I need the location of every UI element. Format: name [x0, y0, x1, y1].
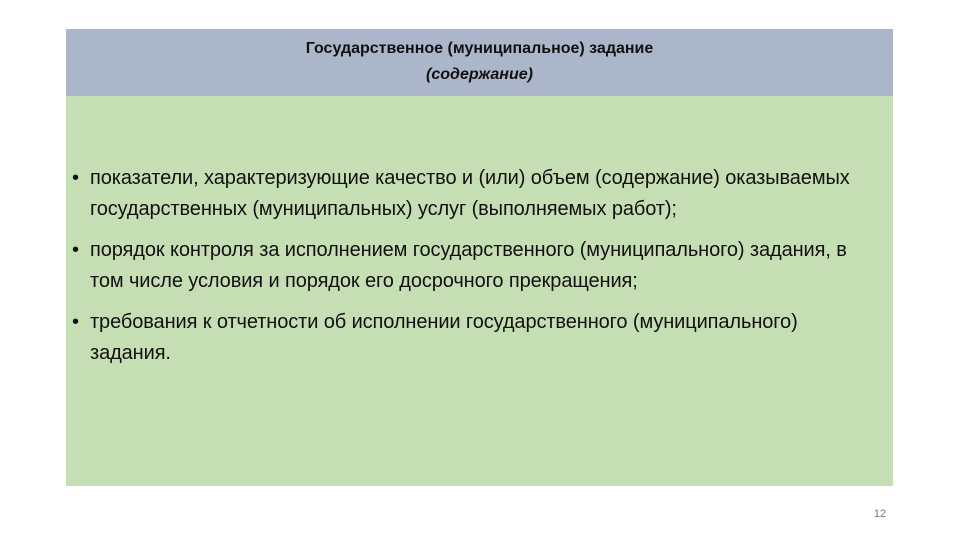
- bullet-icon: •: [72, 167, 79, 189]
- table-header: [66, 29, 893, 96]
- list-item: [72, 235, 872, 297]
- table-body: [66, 96, 893, 486]
- list-item: [72, 307, 872, 369]
- table-subtitle: (содержание): [426, 66, 533, 83]
- bullet-icon: •: [72, 239, 79, 261]
- content-table: [66, 29, 893, 486]
- list-item-text: показатели, характеризующие качество и (или) объем (содержание) оказываемых государственных (муниципальных) услуг (выполняемых работ);: [90, 167, 850, 220]
- bullet-icon: •: [72, 311, 79, 333]
- list-item: [72, 163, 872, 225]
- bullet-list: [72, 163, 872, 379]
- page-number: 12: [873, 508, 887, 520]
- list-item-text: требования к отчетности об исполнении государственного (муниципального) задания.: [90, 311, 798, 364]
- table-title: Государственное (муниципальное) задание: [305, 40, 654, 57]
- list-item-text: порядок контроля за исполнением государственного (муниципального) задания, в том числе условия и порядок его досрочного прекращения;: [90, 239, 847, 292]
